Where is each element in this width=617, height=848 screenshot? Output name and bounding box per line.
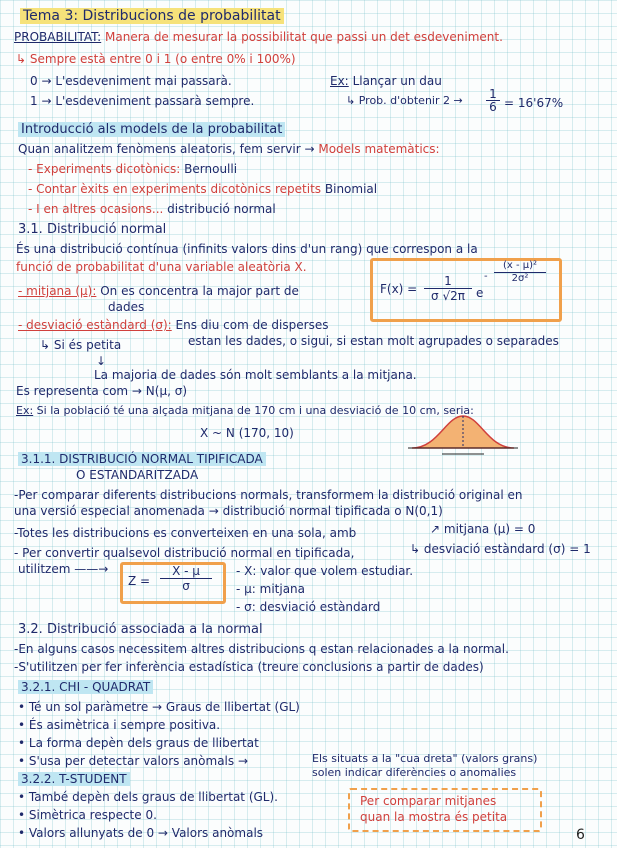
s31-definition-2: funció de probabilitat d'una variable aleatòria X. (16, 260, 307, 274)
small-arrow: ↓ (96, 354, 107, 368)
sd-line-2: estan les dades, o sigui, si estan molt agrupades o separades (188, 334, 559, 348)
prob-label: PROBABILITAT: (14, 30, 102, 44)
s311-paragraph-3-2: utilitzem ——→ (18, 562, 109, 576)
z-fraction: X - µ σ (160, 564, 212, 593)
section-3-2-1-heading: 3.2.1. CHI - QUADRAT (18, 680, 153, 694)
s32-paragraph-2: -S'utilitzen per fer inferència estadística (treure conclusions a partir de dades) (14, 660, 484, 674)
s322-item-1: • També depèn dels graus de llibertat (GL). (18, 790, 278, 804)
s311-paragraph-1-2: una versió especial anomenada → distribució normal tipificada o N(0,1) (14, 504, 443, 518)
prob-definition (14, 30, 503, 44)
example-result: ↳ Prob. d'obtenir 2 → (346, 94, 463, 107)
represent-line: Es representa com → N(µ, σ) (16, 384, 188, 398)
pdf-e: e (476, 286, 484, 300)
s311-sd-one: ↳ desviació estàndard (σ) = 1 (410, 542, 591, 556)
mean-line-2: dades (108, 300, 145, 314)
z-legend-mu: - µ: mitjana (236, 582, 306, 596)
s311-mean-zero: ↗ mitjana (µ) = 0 (430, 522, 536, 536)
z-legend-x: - X: valor que volem estudiar. (236, 564, 414, 578)
example-2: Ex: Si la població té una alçada mitjana de 170 cm i una desviació de 10 cm, seria: (16, 404, 474, 417)
s321-item-3: • La forma depèn dels graus de llibertat (18, 736, 259, 750)
intro-item-bernoulli: - Experiments dicotònics: Bernoulli (28, 162, 238, 176)
s321-note-1: Els situats a la "cua dreta" (valors grans) (312, 752, 538, 765)
example-fraction: $\frac{1}{6}$ (486, 88, 500, 113)
intro-heading: Introducció als models de la probabilitat (18, 122, 285, 137)
section-3-1-1-heading-2: O ESTANDARITZADA (76, 468, 199, 482)
sd-line: - desviació estàndard (σ): Ens diu com de disperses (18, 318, 329, 332)
section-3-1-heading: 3.1. Distribució normal (18, 222, 167, 237)
t-note-1: Per comparar mitjanes (360, 794, 497, 808)
s311-paragraph-2: -Totes les distribucions es converteixen en una sola, amb (14, 526, 357, 540)
s322-item-3: • Valors allunyats de 0 → Valors anòmals (18, 826, 264, 840)
mean-line: - mitjana (µ): On es concentra la major part de (18, 284, 299, 298)
prob-text: Manera de mesurar la possibilitat que passi un det esdeveniment. (105, 30, 503, 44)
t-note-2: quan la mostra és petita (360, 810, 508, 824)
intro-item-normal: - I en altres ocasions... distribució normal (28, 202, 276, 216)
pdf-minus: - (484, 271, 488, 282)
prob-one: 1 → L'esdeveniment passarà sempre. (30, 94, 255, 108)
page-title: Tema 3: Distribucions de probabilitat (20, 8, 284, 24)
small-label: ↳ Si és petita (40, 338, 122, 352)
s311-paragraph-3: - Per convertir qualsevol distribució normal en tipificada, (14, 546, 355, 560)
s321-item-4: • S'usa per detectar valors anòmals → (18, 754, 249, 768)
pdf-left: F(x) = (380, 282, 418, 296)
prob-range: ↳ Sempre està entre 0 i 1 (o entre 0% i 100%) (16, 52, 296, 66)
s311-paragraph-1-1: -Per comparar diferents distribucions normals, transformem la distribució original en (14, 488, 523, 502)
pdf-fraction: $\frac{1}{\sigma √2\pi}$ (424, 274, 472, 303)
intro-text: Quan analitzem fenòmens aleatoris, fem servir → Models matemàtics: (18, 142, 440, 156)
example-2-formula: X ~ N (170, 10) (200, 426, 294, 440)
example-dice: Ex: Llançar un dau (330, 74, 442, 88)
bell-curve-drawing (408, 410, 518, 458)
section-3-1-1-heading: 3.1.1. DISTRIBUCIÓ NORMAL TIPIFICADA (18, 452, 266, 466)
section-3-2-2-heading: 3.2.2. T-STUDENT (18, 772, 130, 786)
small-text: La majoria de dades són molt semblants a la mitjana. (94, 368, 417, 382)
s321-item-2: • És asimètrica i sempre positiva. (18, 718, 221, 732)
s322-item-2: • Simètrica respecte 0. (18, 808, 157, 822)
z-legend-sigma: - σ: desviació estàndard (236, 600, 381, 614)
pdf-exponent: (x - µ)² 2σ² (494, 260, 546, 285)
page-number: 6 (576, 827, 585, 843)
z-left: Z = (128, 574, 151, 588)
s31-definition-1: És una distribució contínua (infinits valors dins d'un rang) que correspon a la (16, 242, 478, 256)
s32-paragraph-1: -En alguns casos necessitem altres distribucions q estan relacionades a la normal. (14, 642, 509, 656)
prob-zero: 0 → L'esdeveniment mai passarà. (30, 74, 232, 88)
section-3-2-heading: 3.2. Distribució associada a la normal (18, 622, 263, 637)
s321-item-1: • Té un sol paràmetre → Graus de llibertat (GL) (18, 700, 300, 714)
s321-note-2: solen indicar diferències o anomalies (312, 766, 517, 779)
intro-item-binomial: - Contar èxits en experiments dicotònics repetits Binomial (28, 182, 378, 196)
example-percent: = 16'67% (504, 96, 564, 110)
